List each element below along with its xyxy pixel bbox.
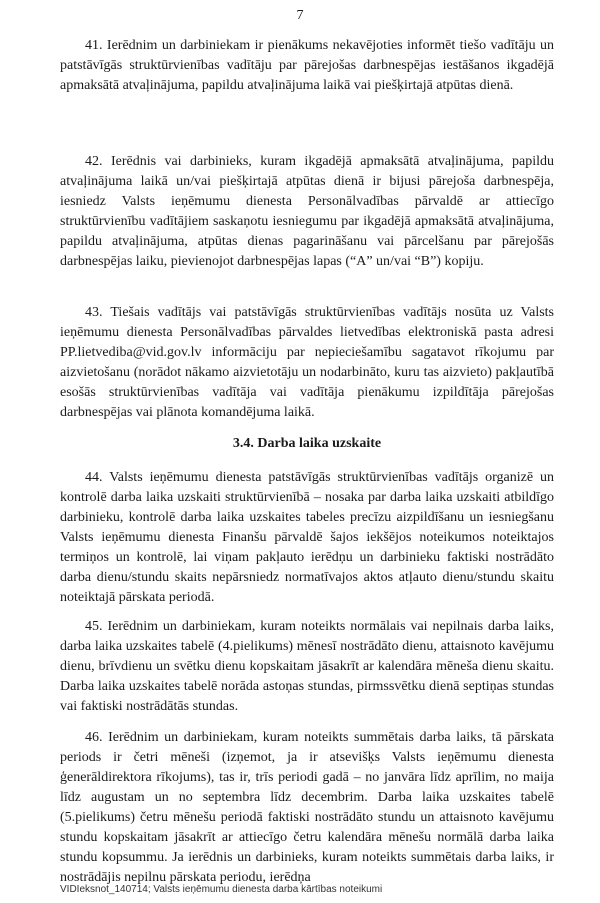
paragraph-text: Ierēdnim un darbiniekam, kuram noteikts normālais vai nepilnais darba laiks, darba laika uzskaites tabelē (4.pielikums) mēnesī nostrādāto dienu, attaisnoto kavējumu dienu, brīvdienu un svētku dienu kopskaitam jāsakrīt ar kalendāra mēneša dienu skaitu. Darba laika uzskaites tabelē norāda astoņas stundas, pirmssvētku dienā septiņas stundas vai faktiski nostrādātās stundas.	[60, 619, 554, 714]
paragraph-number: 45.	[85, 619, 103, 634]
paragraph-number: 44.	[85, 470, 103, 485]
paragraph-45	[60, 617, 554, 717]
paragraph-46	[60, 728, 554, 888]
paragraph-text: Tiešais vadītājs vai patstāvīgās struktūrvienības vadītājs nosūta uz Valsts ieņēmumu dienesta Personālvadības pārvaldes lietvedības elektroniskā pasta adresi PP.lietvediba@vid.gov.lv informāciju par nepieciešamību sagatavot rīkojumu par aizvietošanu (norādot nākamo aizvietotāju un nodarbināto, kuru tas aizvieto) pakļautībā esošās struktūrvienības vadītāja vai vadītāja pienākumu izpildītāja pārejošas darbnespējas vai plānota komandējuma laikā.	[60, 305, 555, 420]
paragraph-43	[60, 303, 554, 423]
document-footer: VIDIeksnot_140714; Valsts ieņēmumu dienesta darba kārtības noteikumi	[60, 884, 383, 895]
paragraph-number: 41.	[85, 38, 103, 53]
paragraph-44	[60, 468, 554, 608]
paragraph-number: 42.	[85, 154, 103, 169]
page-number: 7	[296, 8, 304, 23]
paragraph-41	[60, 36, 554, 96]
paragraph-text: Ierēdnis vai darbinieks, kuram ikgadējā apmaksātā atvaļinājuma, papildu atvaļinājuma laikā un/vai piešķirtajā atpūtas dienā ir bijusi pārejoša darbnespēja, iesniedz Valsts ieņēmumu dienesta Personālvadības pārvaldē ar attiecīgo struktūrvienību vadītājiem saskaņotu iesniegumu par ikgadējā apmaksātā atvaļinājuma, papildu atvaļinājuma, atpūtas dienas pagarināšanu vai pārcelšanu par pārejošās darbnespējas laiku, pievienojot darbnespējas lapas (“A” un/vai “B”) kopiju.	[60, 154, 555, 269]
paragraph-text: Valsts ieņēmumu dienesta patstāvīgās struktūrvienības vadītājs organizē un kontrolē darba laika uzskaiti struktūrvienībā – nosaka par darba laika uzskaiti atbildīgo darbinieku, kontrolē darba laika uzskaites tabeles precīzu aizpildīšanu un iesniegšanu Valsts ieņēmumu dienesta Finanšu pārvaldē šajos iekšējos noteikumos noteiktajos termiņos un kontrolē, lai viņam pakļauto ierēdņu un darbinieku faktiski nostrādāto darba dienu/stundu skaits nepārsniedz normatīvajos aktos atļauto dienu/stundu skaitu noteiktajā pārskata periodā.	[60, 470, 554, 605]
paragraph-42	[60, 152, 554, 272]
paragraph-number: 43.	[85, 305, 103, 320]
paragraph-text: Ierēdnim un darbiniekam, kuram noteikts summētais darba laiks, tā pārskata periods ir četri mēneši (izņemot, ja ir atsevišķs Valsts ieņēmumu dienesta ģenerāldirektora rīkojums), tas ir, trīs periodi gadā – no janvāra līdz aprīlim, no maija līdz augustam un no septembra līdz decembrim. Darba laika uzskaites tabelē (5.pielikums) četru mēnešu periodā faktiski nostrādāto stundu un attaisnoto kavējumu stundu kopskaitam jāsakrīt ar attiecīgo četru kalendāra mēnešu normālā darba laika stundu kopsummu. Ja ierēdnis un darbinieks, kuram noteikts summētais darba laiks, ir nostrādājis nepilnu pārskata periodu, ierēdņa	[60, 730, 554, 885]
paragraph-number: 46.	[85, 730, 103, 745]
paragraph-text: Ierēdnim un darbiniekam ir pienākums nekavējoties informēt tiešo vadītāju un patstāvīgās struktūrvienības vadītāju par pārejošas darbnespējas iestāšanos ikgadējā apmaksātā atvaļinājuma, papildu atvaļinājuma laikā vai piešķirtajā atpūtas dienā.	[60, 38, 554, 93]
section-heading: 3.4. Darba laika uzskaite	[232, 436, 382, 451]
